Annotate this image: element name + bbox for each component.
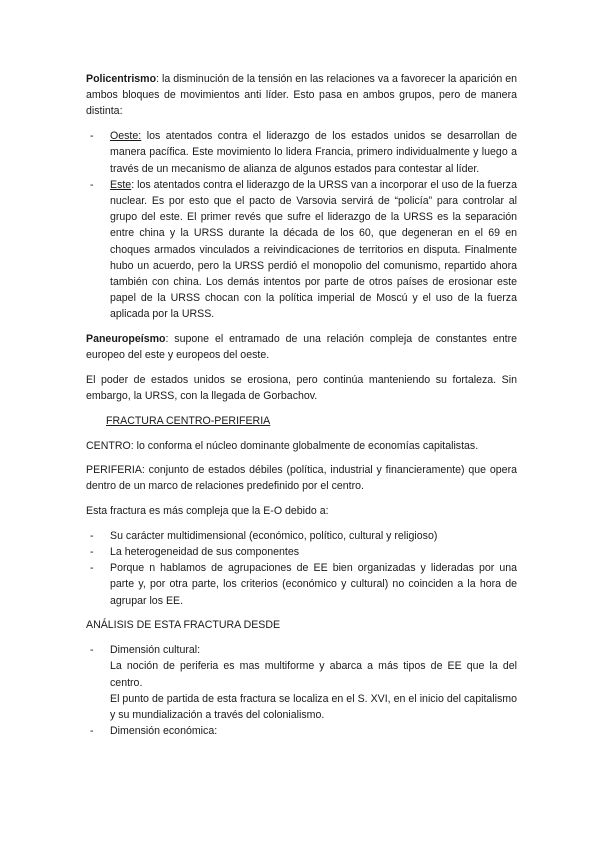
paragraph-analisis-heading: ANÁLISIS DE ESTA FRACTURA DESDE [86, 619, 281, 632]
list-item-motivo [86, 560, 517, 609]
paragraph-fractura-intro: Esta fractura es más compleja que la E-O debido a: [86, 505, 329, 518]
list-item-motivo [86, 544, 517, 560]
list-item-oeste [86, 128, 517, 177]
list-item-dimension-cultural [86, 642, 517, 723]
list-dimensiones [86, 642, 517, 739]
text-motivo: Su carácter multidimensional (económico, político, cultural y religioso) [110, 529, 438, 542]
paragraph-paneuropeismo [86, 331, 517, 363]
term-paneuropeismo: Paneuropeísmo [86, 333, 166, 346]
paragraph-policentrismo [86, 71, 517, 120]
dimension-title: Dimensión económica: [110, 725, 218, 738]
text-motivo: Porque n hablamos de agrupaciones de EE bien organizadas y lideradas por una parte y, por otra parte, los criterios (económico y cultural) no coinciden a la hora de agrupar los EE. [110, 562, 517, 607]
dimension-paragraph: El punto de partida de esta fractura se localiza en el S. XVI, en el inicio del capitalismo y su mundialización a través del colonialismo. [110, 692, 517, 721]
list-motivos [86, 528, 517, 609]
list-bloques [86, 128, 517, 322]
bullet-dash: - [90, 546, 94, 559]
text-paneuropeismo: : supone el entramado de una relación compleja de constantes entre europeo del este y europeos del oeste. [86, 333, 517, 362]
dimension-paragraph: La noción de periferia es mas multiforme y abarca a más tipos de EE que la del centro. [110, 660, 517, 689]
text-oeste: los atentados contra el liderazgo de los estados unidos se desarrollan de manera pacífica. Este movimiento lo lidera Francia, primero individualmente y luego a través de un mecanismo de alianza de algunos estados para contestar al líder. [110, 130, 517, 175]
paragraph-poder-eeuu: El poder de estados unidos se erosiona, pero continúa manteniendo su fortaleza. Sin embargo, la URSS, con la llegada de Gorbachov. [86, 373, 517, 403]
text-motivo: La heterogeneidad de sus componentes [110, 546, 300, 559]
bullet-dash: - [90, 130, 94, 143]
bullet-dash: - [90, 725, 94, 738]
list-item-dimension-economica [86, 723, 517, 739]
list-item-este [86, 177, 517, 323]
term-oeste: Oeste: [110, 130, 142, 143]
text-policentrismo: : la disminución de la tensión en las relaciones va a favorecer la aparición en ambos bloques de movimientos anti líder. Esto pasa en ambos grupos, pero de manera distinta: [86, 73, 517, 118]
paragraph-periferia: PERIFERIA: conjunto de estados débiles (política, industrial y financieramente) que opera dentro de un marco de relaciones predefinido por el centro. [86, 464, 517, 493]
bullet-dash: - [90, 529, 94, 542]
bullet-dash: - [90, 562, 94, 575]
heading-fractura [86, 413, 517, 429]
list-item-motivo [86, 528, 517, 544]
bullet-dash: - [90, 178, 94, 191]
dimension-title: Dimensión cultural: [110, 644, 201, 657]
text-este: : los atentados contra el liderazgo de la URSS van a incorporar el uso de la fuerza nuclear. Es por esto que el pacto de Varsovia servirá de “policía” para controlar al grupo del este. El primer revés que sufre el liderazgo de la URSS es la separación entre china y la URSS durante la década de los 60, que degeneran en el 69 en choques armados vinculados a reivindicaciones de territorios en disputa. Finalmente hubo un acuerdo, pero la URSS perdió el monopolio del comunismo, repartido ahora también con china. Los demás intentos por parte de otros países de erosionar este papel de la URSS chocan con la política imperial de Moscú y el uso de la fuerza aplicada por la URSS. [110, 178, 517, 321]
heading-fractura-text: FRACTURA CENTRO-PERIFERIA [106, 414, 271, 427]
paragraph-centro: CENTRO: lo conforma el núcleo dominante globalmente de economías capitalistas. [86, 439, 479, 452]
term-este: Este [110, 178, 132, 191]
bullet-dash: - [90, 644, 94, 657]
term-policentrismo: Policentrismo [86, 73, 157, 85]
document-body [86, 71, 517, 748]
